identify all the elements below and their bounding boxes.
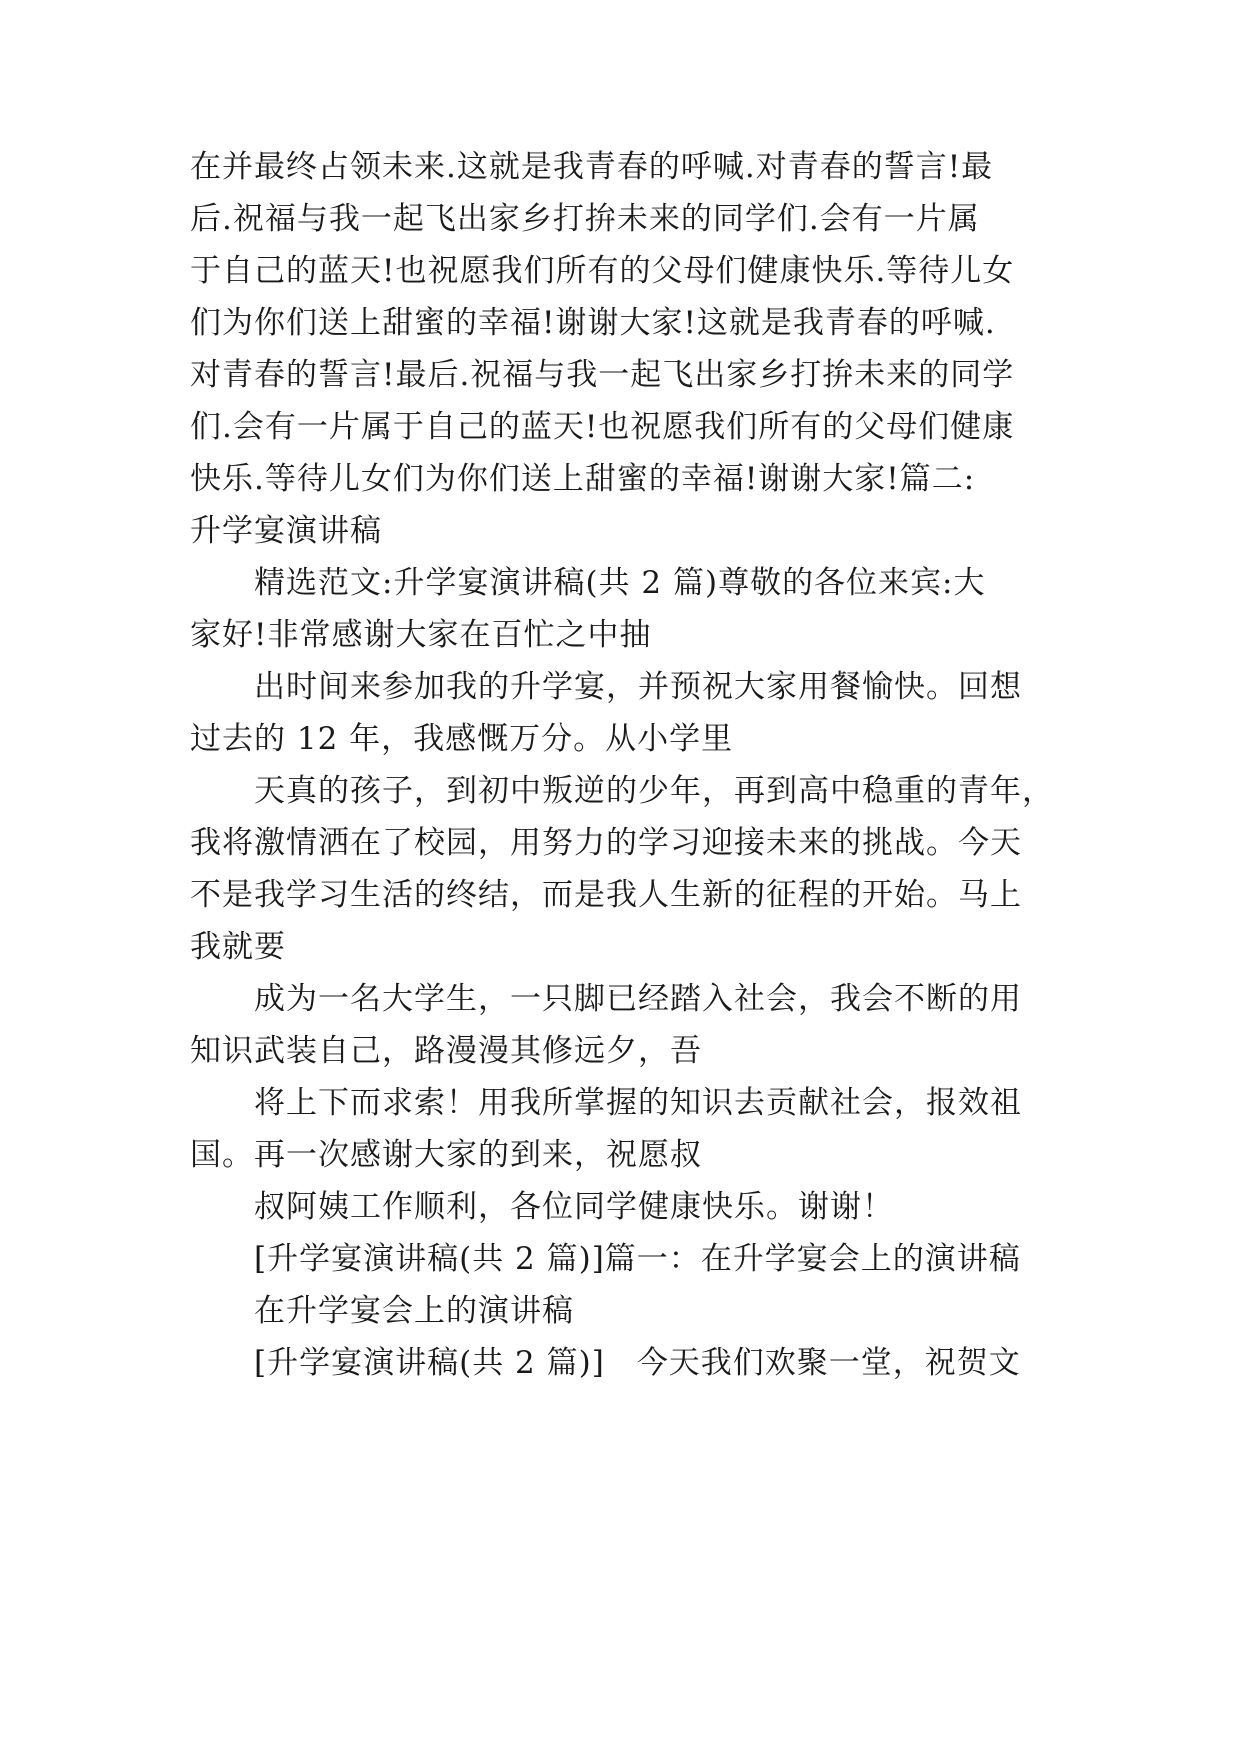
text-line-10: 家好!非常感谢大家在百忙之中抽 — [190, 617, 652, 653]
text-line-15: 不是我学习生活的终结，而是我人生新的征程的开始。马上 — [190, 877, 1022, 913]
text-line-21: 叔阿姨工作顺利，各位同学健康快乐。谢谢！ — [254, 1189, 894, 1225]
text-line-3: 于自己的蓝天!也祝愿我们所有的父母们健康快乐.等待儿女 — [190, 253, 1015, 289]
text-line-11: 出时间来参加我的升学宴，并预祝大家用餐愉快。回想 — [254, 669, 1022, 705]
text-line-18: 知识武装自己，路漫漫其修远夕，吾 — [190, 1033, 702, 1069]
text-line-6: 们.会有一片属于自己的蓝天!也祝愿我们所有的父母们健康 — [190, 409, 1015, 445]
text-line-24: [升学宴演讲稿(共 2 篇)] 今天我们欢聚一堂，祝贺文 — [254, 1345, 1021, 1381]
text-line-20: 国。再一次感谢大家的到来，祝愿叔 — [190, 1137, 702, 1173]
text-line-23: 在升学宴会上的演讲稿 — [254, 1293, 574, 1329]
text-line-7: 快乐.等待儿女们为你们送上甜蜜的幸福!谢谢大家!篇二: — [190, 461, 976, 497]
text-line-8: 升学宴演讲稿 — [190, 513, 382, 549]
text-line-2: 后.祝福与我一起飞出家乡打拚未来的同学们.会有一片属 — [190, 201, 980, 237]
text-line-17: 成为一名大学生，一只脚已经踏入社会，我会不断的用 — [254, 981, 1022, 1017]
text-line-9: 精选范文:升学宴演讲稿(共 2 篇)尊敬的各位来宾:大 — [254, 565, 986, 601]
text-line-12: 过去的 12 年，我感慨万分。从小学里 — [190, 721, 734, 757]
text-line-14: 我将激情洒在了校园，用努力的学习迎接未来的挑战。今天 — [190, 825, 1022, 861]
text-line-16: 我就要 — [190, 929, 286, 965]
text-line-5: 对青春的誓言!最后.祝福与我一起飞出家乡打拚未来的同学 — [190, 357, 1015, 393]
text-line-1: 在并最终占领未来.这就是我青春的呼喊.对青春的誓言!最 — [190, 149, 994, 185]
text-line-19: 将上下而求索！用我所掌握的知识去贡献社会，报效祖 — [254, 1085, 1022, 1121]
text-line-22: [升学宴演讲稿(共 2 篇)]篇一：在升学宴会上的演讲稿 — [254, 1241, 1021, 1277]
text-line-4: 们为你们送上甜蜜的幸福!谢谢大家!这就是我青春的呼喊. — [190, 305, 996, 341]
text-line-13: 天真的孩子，到初中叛逆的少年，再到高中稳重的青年， — [254, 773, 1054, 809]
